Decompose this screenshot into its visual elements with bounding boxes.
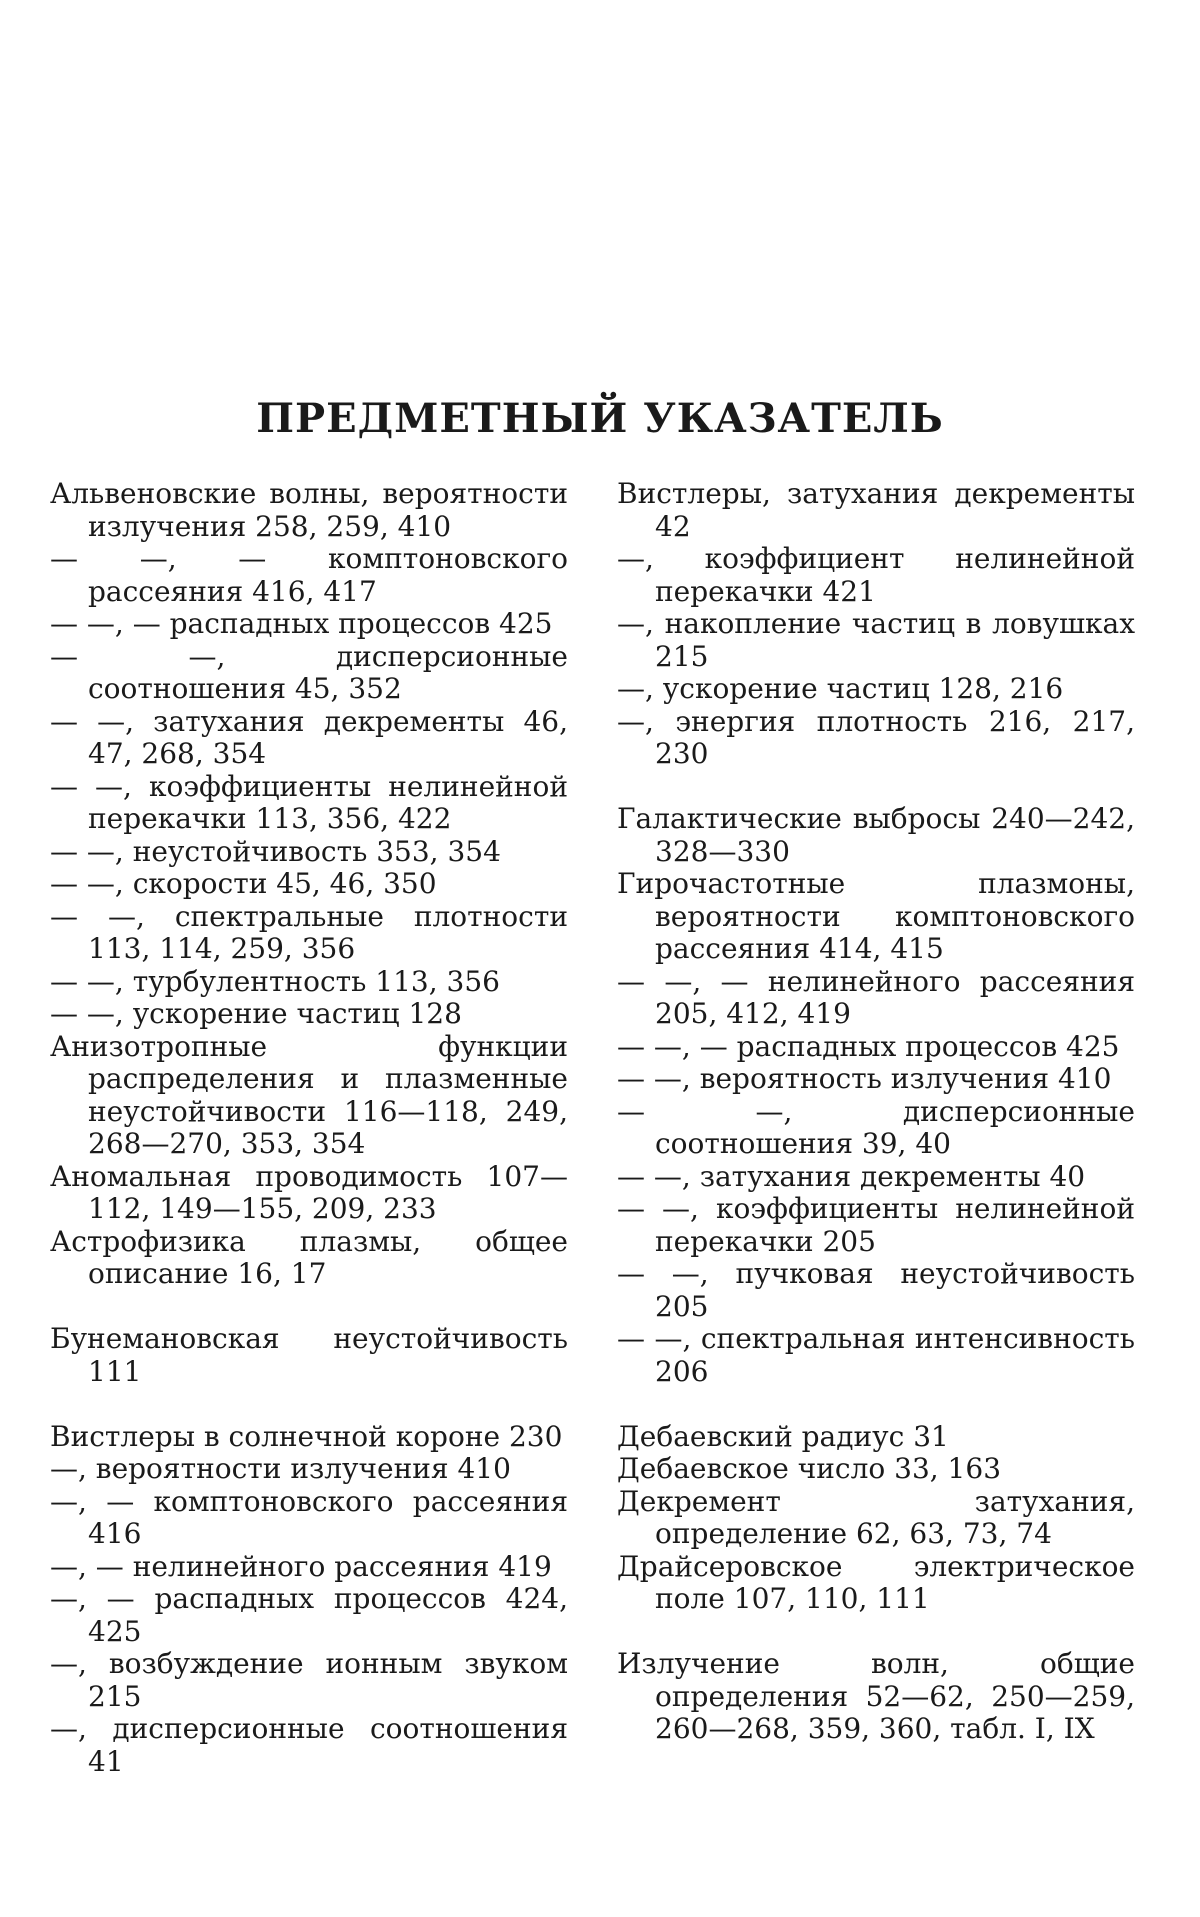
index-entry: Астрофизика плазмы, общее описание 16, 17 bbox=[50, 1224, 568, 1290]
index-entry: Аномальная проводимость 107—112, 149—155, 209, 233 bbox=[50, 1159, 568, 1225]
index-entry: Анизотропные функции распределения и плазменные неустойчивости 116—118, 249, 268—270, 353, 354 bbox=[50, 1029, 568, 1160]
index-entry: —, дисперсионные соотношения 41 bbox=[50, 1712, 568, 1778]
index-entry: —, — распадных процессов 424, 425 bbox=[50, 1582, 568, 1648]
index-entry: — —, затухания декременты 40 bbox=[617, 1159, 1086, 1193]
entry-gap bbox=[617, 1616, 1135, 1649]
index-entry: —, возбуждение ионным звуком 215 bbox=[50, 1647, 568, 1713]
index-entry: — —, — нелинейного рассеяния 205, 412, 419 bbox=[617, 964, 1135, 1030]
index-entry: — —, коэффициенты нелинейной перекачки 113, 356, 422 bbox=[50, 769, 568, 835]
index-entry: —, энергия плотность 216, 217, 230 bbox=[617, 704, 1135, 770]
index-entry: —, вероятности излучения 410 bbox=[50, 1452, 511, 1485]
index-entry: Дебаевское число 33, 163 bbox=[617, 1452, 1002, 1485]
index-entry: Декремент затухания, определение 62, 63, 73, 74 bbox=[617, 1484, 1135, 1550]
index-entry: — —, — комптоновского рассеяния 416, 417 bbox=[50, 542, 568, 608]
index-entry: — —, — распадных процессов 425 bbox=[50, 607, 553, 640]
index-entry: Вистлеры в солнечной короне 230 bbox=[50, 1419, 563, 1453]
index-entry: — —, затухания декременты 46, 47, 268, 354 bbox=[50, 704, 568, 770]
index-entry: — —, коэффициенты нелинейной перекачки 205 bbox=[617, 1192, 1135, 1258]
index-entry: — —, скорости 45, 46, 350 bbox=[50, 867, 437, 900]
index-entry: —, коэффициент нелинейной перекачки 421 bbox=[617, 542, 1135, 608]
index-entry: — —, — распадных процессов 425 bbox=[617, 1029, 1120, 1063]
index-entry: Драйсеровское электрическое поле 107, 110, 111 bbox=[617, 1549, 1135, 1615]
entry-gap bbox=[617, 1388, 1135, 1421]
index-entry: — —, турбулентность 113, 356 bbox=[50, 964, 500, 998]
index-entry: — —, ускорение частиц 128 bbox=[50, 997, 462, 1030]
index-entry: —, накопление частиц в ловушках 215 bbox=[617, 607, 1135, 673]
index-entry: — —, пучковая неустойчивость 205 bbox=[617, 1257, 1135, 1323]
index-entry: — —, дисперсионные соотношения 39, 40 bbox=[617, 1094, 1135, 1160]
entry-gap bbox=[617, 771, 1135, 804]
page-title: ПРЕДМЕТНЫЙ УКАЗАТЕЛЬ bbox=[256, 395, 944, 442]
index-entry: Гирочастотные плазмоны, вероятности комптоновского рассеяния 414, 415 bbox=[617, 867, 1135, 965]
right-column bbox=[617, 478, 1135, 1746]
index-entry: — —, вероятность излучения 410 bbox=[617, 1062, 1112, 1095]
index-entry: —, ускорение частиц 128, 216 bbox=[617, 672, 1064, 705]
entry-gap bbox=[50, 1388, 568, 1421]
index-entry: — —, неустойчивость 353, 354 bbox=[50, 834, 501, 868]
left-column bbox=[50, 478, 568, 1778]
index-entry: Дебаевский радиус 31 bbox=[617, 1419, 949, 1453]
index-entry: Бунемановская неустойчивость 111 bbox=[50, 1322, 568, 1388]
index-entry: Галактические выбросы 240—242, 328—330 bbox=[617, 802, 1135, 868]
index-entry: Альвеновские волны, вероятности излучения 258, 259, 410 bbox=[50, 477, 568, 543]
index-entry: Излучение волн, общие определения 52—62, 250—259, 260—268, 359, 360, табл. I, IX bbox=[617, 1647, 1135, 1745]
index-entry: — —, дисперсионные соотношения 45, 352 bbox=[50, 639, 568, 705]
index-entry: — —, спектральная интенсивность 206 bbox=[617, 1322, 1135, 1388]
index-entry: — —, спектральные плотности 113, 114, 259, 356 bbox=[50, 899, 568, 965]
index-entry: —, — комптоновского рассеяния 416 bbox=[50, 1484, 568, 1550]
index-entry: —, — нелинейного рассеяния 419 bbox=[50, 1549, 552, 1583]
entry-gap bbox=[50, 1291, 568, 1324]
index-entry: Вистлеры, затухания декременты 42 bbox=[617, 477, 1135, 543]
